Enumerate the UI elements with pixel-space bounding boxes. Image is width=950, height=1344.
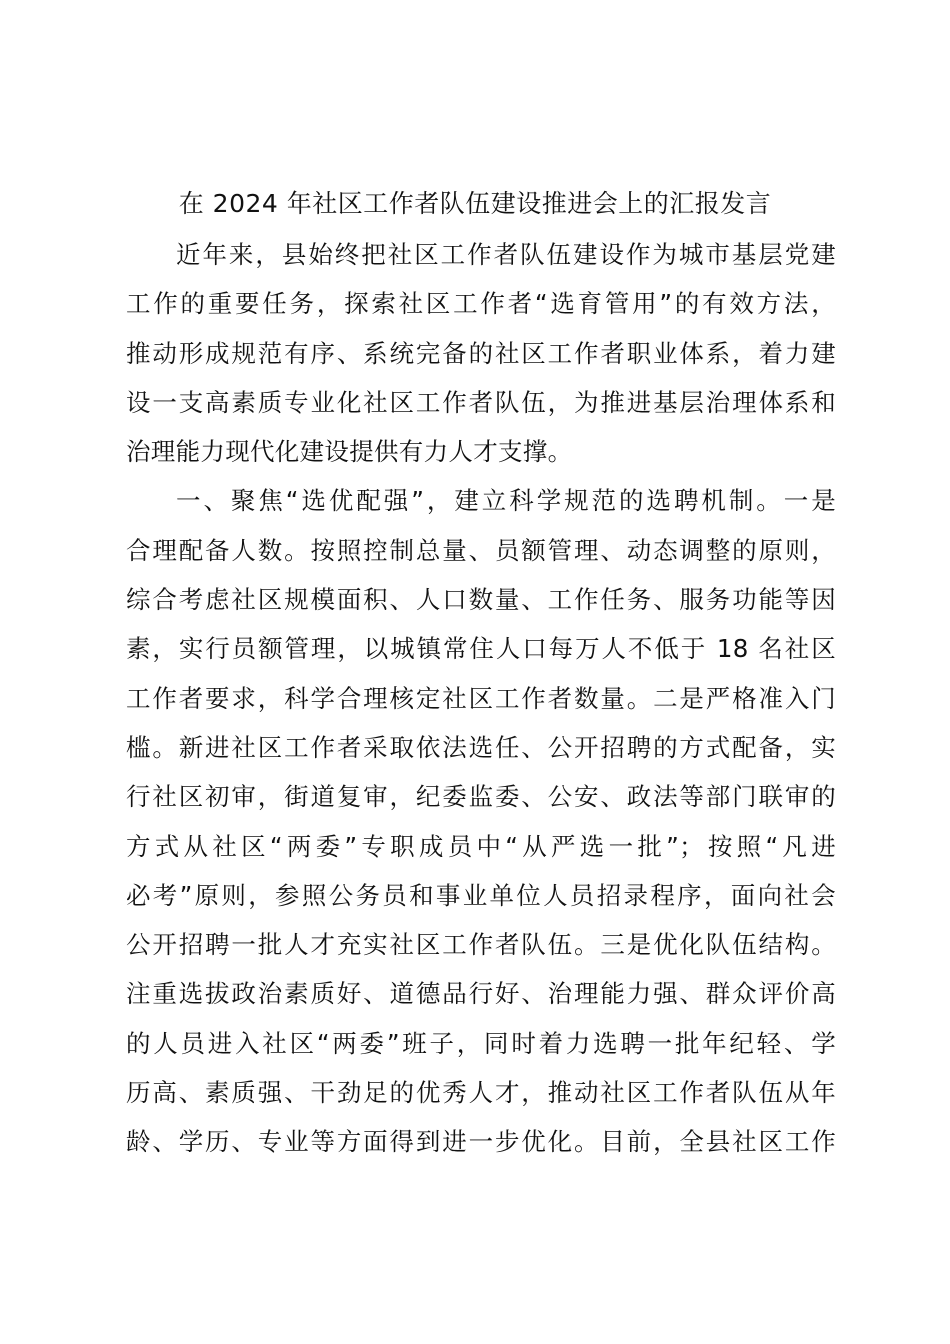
paragraph-line: 工作的重要任务，探索社区工作者“选育管用”的有效方法， [126,289,836,319]
paragraph-line: 推动形成规范有序、系统完备的社区工作者职业体系，着力建 [126,338,836,368]
paragraph-line: 龄、学历、专业等方面得到进一步优化。目前，全县社区工作 [126,1127,836,1157]
paragraph-line: 方式从社区“两委”专职成员中“从严选一批”；按照“凡进 [126,831,836,861]
paragraph-line: 综合考虑社区规模面积、人口数量、工作任务、服务功能等因 [126,585,836,615]
paragraph-line: 的人员进入社区“两委”班子，同时着力选聘一批年纪轻、学 [126,1028,836,1058]
document-title: 在 2024 年社区工作者队伍建设推进会上的汇报发言 [178,189,772,218]
paragraph-line: 必考”原则，参照公务员和事业单位人员招录程序，面向社会 [126,880,836,910]
paragraph-line: 合理配备人数。按照控制总量、员额管理、动态调整的原则， [126,535,836,565]
paragraph-line: 公开招聘一批人才充实社区工作者队伍。三是优化队伍结构。 [126,930,836,960]
paragraph-line: 近年来，县始终把社区工作者队伍建设作为城市基层党建 [176,240,836,269]
paragraph-line: 设一支高素质专业化社区工作者队伍，为推进基层治理体系和 [126,387,836,417]
paragraph-line: 治理能力现代化建设提供有力人才支撑。 [126,437,573,467]
paragraph-line: 槛。新进社区工作者采取依法选任、公开招聘的方式配备，实 [126,732,836,762]
paragraph-line: 历高、素质强、干劲足的优秀人才，推动社区工作者队伍从年 [126,1078,836,1108]
paragraph-line: 工作者要求，科学合理核定社区工作者数量。二是严格准入门 [126,683,836,713]
paragraph-line: 素，实行员额管理，以城镇常住人口每万人不低于 18 名社区 [126,634,836,664]
document-body [126,230,836,1167]
paragraph-line: 行社区初审，街道复审，纪委监委、公安、政法等部门联审的 [126,782,836,812]
paragraph-line: 注重选拔政治素质好、道德品行好、治理能力强、群众评价高 [126,979,836,1009]
paragraph-line: 一、聚焦“选优配强”，建立科学规范的选聘机制。一是 [176,486,836,516]
